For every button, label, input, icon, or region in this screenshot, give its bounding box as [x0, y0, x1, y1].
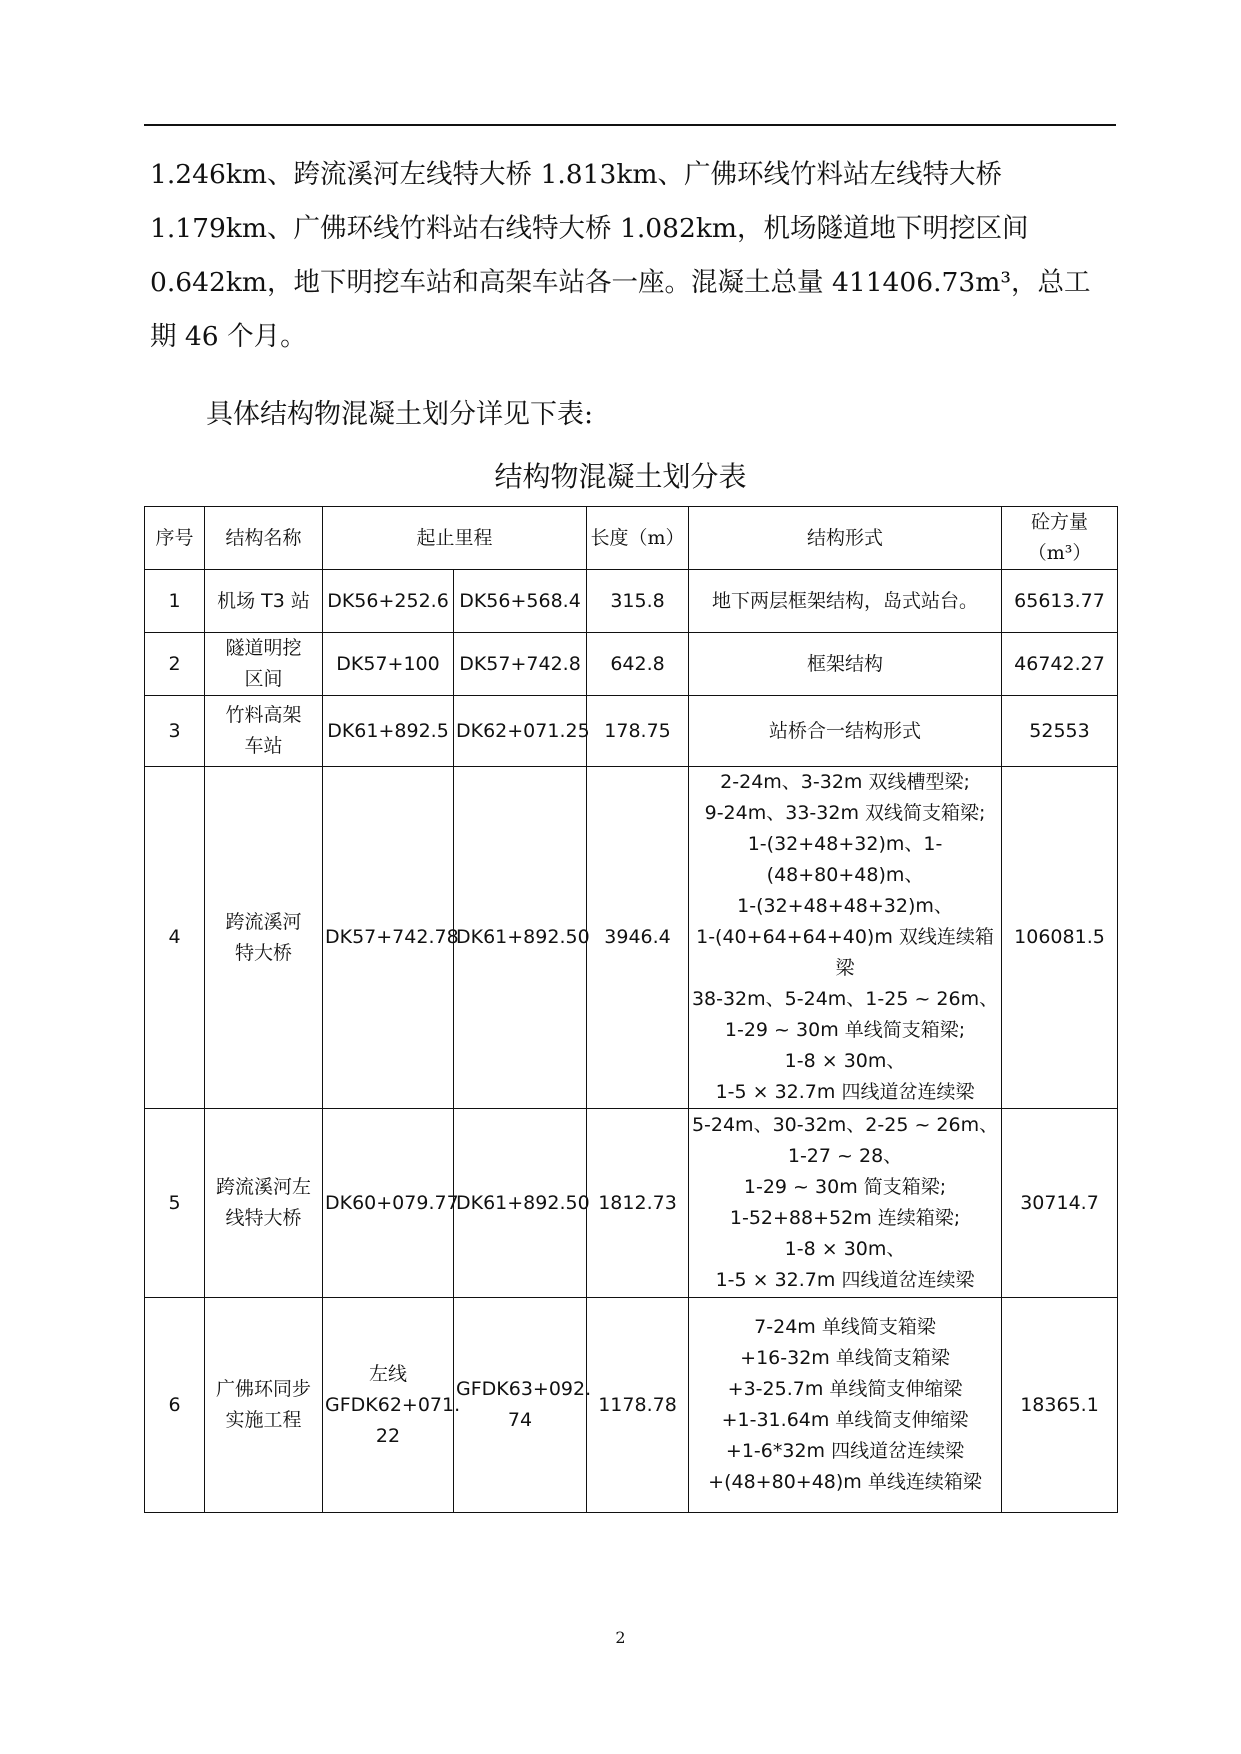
paragraph-line: 期 46 个月。 — [150, 321, 307, 352]
row-length: 1178.78 — [587, 1298, 689, 1513]
row-end: DK61+892.50 — [454, 1109, 587, 1298]
row-start: DK56+252.6 — [323, 570, 454, 633]
row-index: 5 — [145, 1109, 205, 1298]
table-row — [145, 633, 1118, 696]
row-index: 3 — [145, 696, 205, 767]
row-start: DK57+742.78 — [323, 767, 454, 1109]
row-volume: 30714.7 — [1002, 1109, 1118, 1298]
row-form: 框架结构 — [689, 633, 1002, 696]
row-name: 竹料高架 车站 — [205, 696, 323, 767]
row-end: DK61+892.50 — [454, 767, 587, 1109]
table-caption: 结构物混凝土划分表 — [494, 460, 747, 493]
header-form: 结构形式 — [689, 507, 1002, 570]
row-volume: 18365.1 — [1002, 1298, 1118, 1513]
header-rule — [144, 124, 1116, 126]
row-end: DK57+742.8 — [454, 633, 587, 696]
row-volume: 46742.27 — [1002, 633, 1118, 696]
row-end: GFDK63+092. 74 — [454, 1298, 587, 1513]
row-index: 4 — [145, 767, 205, 1109]
table-header-row — [145, 507, 1118, 570]
row-volume: 106081.5 — [1002, 767, 1118, 1109]
row-form: 地下两层框架结构，岛式站台。 — [689, 570, 1002, 633]
row-volume: 52553 — [1002, 696, 1118, 767]
table-row — [145, 696, 1118, 767]
paragraph-line: 0.642km，地下明挖车站和高架车站各一座。混凝土总量 411406.73m³，总工 — [150, 267, 1091, 298]
row-name: 跨流溪河 特大桥 — [205, 767, 323, 1109]
table-row — [145, 1298, 1118, 1513]
row-length: 642.8 — [587, 633, 689, 696]
table-row — [145, 1109, 1118, 1298]
row-form: 2-24m、3-32m 双线槽型梁; 9-24m、33-32m 双线简支箱梁; 1-(32+48+32)m、1-(48+80+48)m、 1-(32+48+48+32)m、 1-(40+64+64+40)m 双线连续箱梁 38-32m、5-24m、1-25 ~ 26m、 1-29 ~ 30m 单线简支箱梁; 1-8 × 30m、 1-5 × 32.7m 四线道岔连续梁 — [689, 767, 1002, 1109]
row-index: 6 — [145, 1298, 205, 1513]
row-end: DK62+071.25 — [454, 696, 587, 767]
page-number: 2 — [615, 1628, 626, 1647]
header-length: 长度（m） — [587, 507, 689, 570]
table-row — [145, 570, 1118, 633]
table-row — [145, 767, 1118, 1109]
row-start: DK61+892.5 — [323, 696, 454, 767]
row-form: 7-24m 单线简支箱梁 +16-32m 单线简支箱梁 +3-25.7m 单线简支伸缩梁 +1-31.64m 单线简支伸缩梁 +1-6*32m 四线道岔连续梁 +(48+80+48)m 单线连续箱梁 — [689, 1298, 1002, 1513]
concrete-table — [144, 506, 1118, 1513]
row-length: 1812.73 — [587, 1109, 689, 1298]
row-name: 机场 T3 站 — [205, 570, 323, 633]
row-start: DK60+079.77 — [323, 1109, 454, 1298]
header-name: 结构名称 — [205, 507, 323, 570]
row-start: DK57+100 — [323, 633, 454, 696]
row-index: 2 — [145, 633, 205, 696]
lead-sentence: 具体结构物混凝土划分详见下表: — [206, 399, 594, 430]
paragraph-line: 1.246km、跨流溪河左线特大桥 1.813km、广佛环线竹料站左线特大桥 — [150, 159, 1003, 190]
row-volume: 65613.77 — [1002, 570, 1118, 633]
row-form: 站桥合一结构形式 — [689, 696, 1002, 767]
row-length: 3946.4 — [587, 767, 689, 1109]
row-form: 5-24m、30-32m、2-25 ~ 26m、 1-27 ~ 28、 1-29 ~ 30m 简支箱梁; 1-52+88+52m 连续箱梁; 1-8 × 30m、 1-5 × 32.7m 四线道岔连续梁 — [689, 1109, 1002, 1298]
row-length: 178.75 — [587, 696, 689, 767]
row-length: 315.8 — [587, 570, 689, 633]
row-start: 左线 GFDK62+071. 22 — [323, 1298, 454, 1513]
row-end: DK56+568.4 — [454, 570, 587, 633]
header-volume: 砼方量（m³） — [1002, 507, 1118, 570]
row-name: 广佛环同步 实施工程 — [205, 1298, 323, 1513]
row-name: 隧道明挖 区间 — [205, 633, 323, 696]
intro-paragraph — [150, 148, 1116, 364]
header-mileage: 起止里程 — [323, 507, 587, 570]
row-index: 1 — [145, 570, 205, 633]
header-index: 序号 — [145, 507, 205, 570]
paragraph-line: 1.179km、广佛环线竹料站右线特大桥 1.082km，机场隧道地下明挖区间 — [150, 213, 1029, 244]
row-name: 跨流溪河左 线特大桥 — [205, 1109, 323, 1298]
